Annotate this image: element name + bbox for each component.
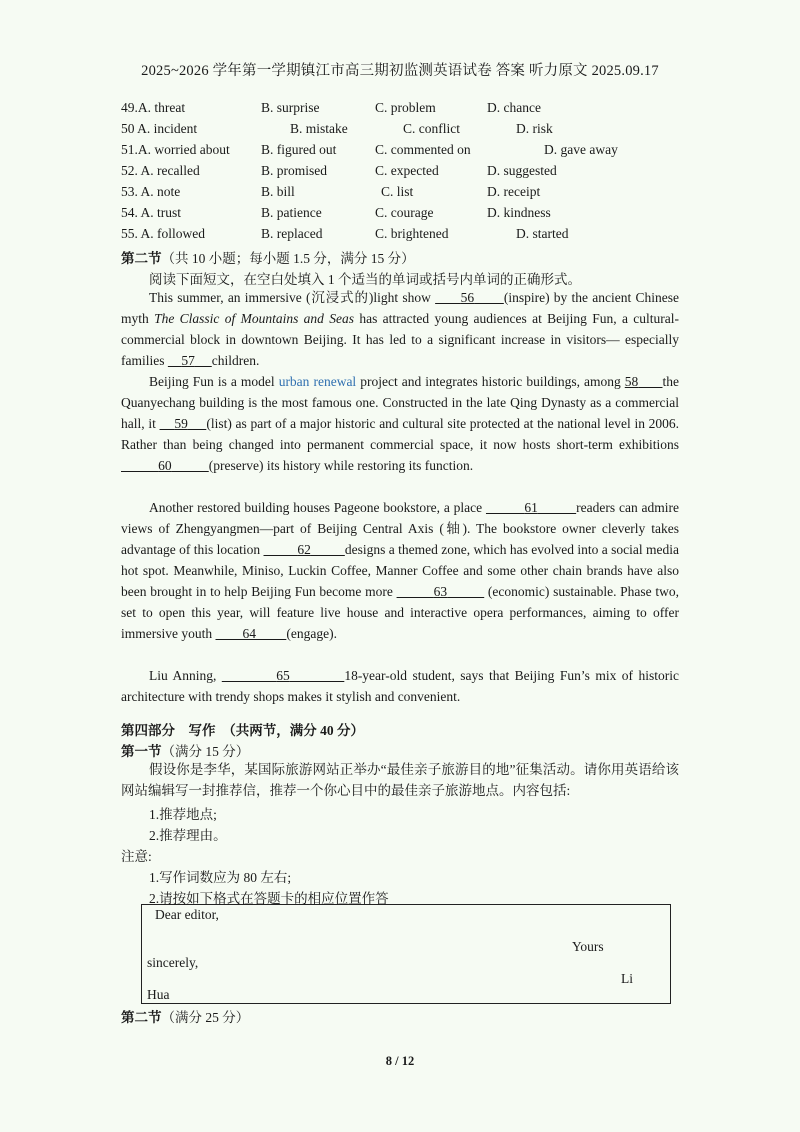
page-number: 8 / 12 xyxy=(385,1054,415,1068)
part4-title: 第四部分 写作 （共两节，满分 40 分） xyxy=(121,723,364,738)
blank-62: 62 xyxy=(297,542,311,557)
passage-paragraph-2: Beijing Fun is a model urban renewal project and integrates historic buildings, among 58 the Quanyechang building is the most famous one. Constructed in the late Qing Dynasty as a commercial hall, it 59 (list) as part of a major historic and cultural site protected at the national level in 2006. Rather than being changed into permanent commercial space, it now hosts short-term exhibitions 60 (preserve) its history while restoring its function. xyxy=(121,374,680,473)
blank-60: 60 xyxy=(158,458,172,473)
prompt-item-2: 2.推荐理由。 xyxy=(149,828,227,843)
blank-57: 57 xyxy=(181,353,195,368)
passage-paragraph-1: This summer, an immersive (沉浸式的)light show 56 (inspire) by the ancient Chinese myth The Classic of Mountains and Seas has attracted young audiences at Beijing Fun, a cultural-commercial block in downtown Beijing. It has led to a significant increase in visitors— especially families 57 children. xyxy=(121,290,680,368)
part4-section1-heading: 第一节（满分 15 分） xyxy=(121,744,250,759)
blank-65: 65 xyxy=(276,668,290,683)
note-item-1: 1.写作词数应为 80 左右; xyxy=(149,870,292,885)
letter-signature-hua: Hua xyxy=(147,987,170,1002)
page-header: 2025~2026 学年第一学期镇江市高三期初监测英语试卷 答案 听力原文 2025.09.17 xyxy=(141,63,659,79)
letter-greeting: Dear editor, xyxy=(155,907,219,922)
note-item-2: 2.请按如下格式在答题卡的相应位置作答 xyxy=(149,891,389,906)
writing-prompt: 假设你是李华，某国际旅游网站正举办“最佳亲子旅游目的地”征集活动。请你用英语给该网站编辑写一封推荐信，推荐一个你心目中的最佳亲子旅游地点。内容包括: xyxy=(121,762,679,798)
passage-paragraph-4: Liu Anning, 65 18-year-old student, says that Beijing Fun’s mix of historic architecture with trendy shops makes it stylish and convenient. xyxy=(121,668,679,704)
section2-instruction: 阅读下面短文，在空白处填入 1 个适当的单词或括号内单词的正确形式。 xyxy=(149,272,581,287)
part4-section2-heading: 第二节（满分 25 分） xyxy=(121,1010,250,1025)
section2-title: 第二节 xyxy=(121,251,162,266)
blank-58: 58 xyxy=(624,374,639,389)
letter-signature-li: Li xyxy=(621,971,633,986)
note-label: 注意: xyxy=(121,849,152,864)
blank-64: 64 xyxy=(242,626,256,641)
section2-desc: （共 10 小题；每小题 1.5 分，满分 15 分） xyxy=(161,251,415,266)
letter-closing-yours: Yours xyxy=(572,939,604,954)
prompt-item-1: 1.推荐地点; xyxy=(149,807,217,822)
blank-63: 63 xyxy=(433,584,448,599)
section2-heading xyxy=(121,247,415,267)
blank-56: 56 xyxy=(460,290,475,305)
passage-paragraph-3: Another restored building houses Pageone bookstore, a place 61 readers can admire views of Zhengyangmen—part of Beijing Central Axis (轴). The bookstore owner cleverly takes advantage of this location 62 designs a themed zone, which has evolved into a social media hot spot. Meanwhile, Miniso, Luckin Coffee, Manner Coffee and some other chain brands have also been brought in to help Beijing Fun become more 63 (economic) sustainable. Phase two, set to open this year, will feature live house and interactive opera performances, aiming to offer immersive youth 64 (engage). xyxy=(121,500,680,641)
blank-61: 61 xyxy=(524,500,538,515)
blank-59: 59 xyxy=(174,416,188,431)
letter-format-box xyxy=(141,904,671,1004)
urban-renewal-link[interactable]: urban renewal xyxy=(278,374,357,389)
letter-closing-sincerely: sincerely, xyxy=(147,955,199,970)
